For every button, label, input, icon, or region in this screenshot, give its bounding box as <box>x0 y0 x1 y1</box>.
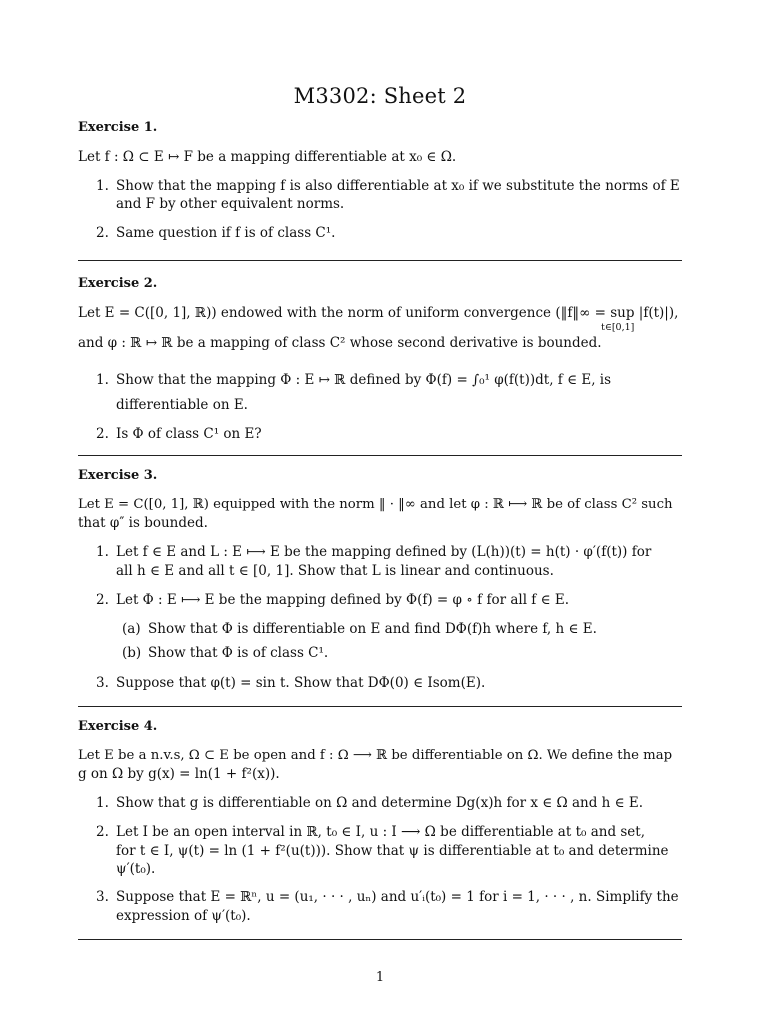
exercise-4-item-1 <box>96 795 643 811</box>
item-number: 2. <box>96 426 109 442</box>
exercise-1-item-2 <box>96 225 335 241</box>
exercise-3-item-2a <box>122 621 597 637</box>
page-number: 1 <box>375 970 385 985</box>
item-text: Let Φ : E ⟼ E be the mapping defined by Φ(f) = φ ∘ f for all f ∈ E. <box>116 592 570 608</box>
exercise-3-item-2 <box>96 592 569 608</box>
subitem-text: Show that Φ is differentiable on E and find DΦ(f)h where f, h ∈ E. <box>148 621 597 637</box>
item-text: Same question if f is of class C¹. <box>116 225 336 241</box>
exercise-4-intro-cont: g on Ω by g(x) = ln(1 + f²(x)). <box>78 766 280 782</box>
exercise-3-item-3 <box>96 675 485 691</box>
item-text: Show that the mapping f is also differentiable at x₀ if we substitute the norms of E <box>116 178 680 194</box>
item-number: 3. <box>96 675 109 691</box>
exercise-3-heading: Exercise 3. <box>78 468 158 483</box>
exercise-3-intro: Let E = C([0, 1], ℝ) equipped with the norm ‖ · ‖∞ and let φ : ℝ ⟼ ℝ be of class C² such <box>78 497 673 512</box>
item-text: Let f ∈ E and L : E ⟼ E be the mapping defined by (L(h))(t) = h(t) · φ′(f(t)) for <box>116 544 652 560</box>
item-text: Show that g is differentiable on Ω and determine Dg(x)h for x ∈ Ω and h ∈ E. <box>116 795 644 811</box>
exercise-4-item-3 <box>96 889 679 905</box>
item-number: 1. <box>96 544 109 560</box>
exercise-4-intro: Let E be a n.v.s, Ω ⊂ E be open and f : Ω ⟶ ℝ be differentiable on Ω. We define the map <box>78 748 673 763</box>
item-number: 1. <box>96 795 109 811</box>
exercise-1-item-1-cont: and F by other equivalent norms. <box>116 196 345 212</box>
exercise-1-heading: Exercise 1. <box>78 120 158 135</box>
exercise-4-heading: Exercise 4. <box>78 719 158 734</box>
exercise-4-item-2-cont2: ψ′(t₀). <box>116 861 156 877</box>
item-text: Is Φ of class C¹ on E? <box>116 426 262 442</box>
exercise-4-item-2 <box>96 824 645 840</box>
exercise-2-item-2 <box>96 426 262 442</box>
item-text: Let I be an open interval in ℝ, t₀ ∈ I, u : I ⟶ Ω be differentiable at t₀ and set, <box>116 824 646 840</box>
exercise-2-intro-cont: and φ : ℝ ↦ ℝ be a mapping of class C² whose second derivative is bounded. <box>78 335 602 351</box>
section-divider <box>78 706 682 707</box>
exercise-4-item-2-cont: for t ∈ I, ψ(t) = ln (1 + f²(u(t))). Show that ψ is differentiable at t₀ and determine <box>116 843 669 859</box>
exercise-4-item-3-cont: expression of ψ′(t₀). <box>116 908 251 924</box>
item-text: Show that the mapping Φ : E ↦ ℝ defined by Φ(f) = ∫₀¹ φ(f(t))dt, f ∈ E, is <box>116 372 612 388</box>
item-number: 1. <box>96 178 109 194</box>
subitem-label: (a) <box>122 621 141 637</box>
section-divider <box>78 260 682 261</box>
exercise-3-item-1 <box>96 544 651 560</box>
item-number: 3. <box>96 889 109 905</box>
exercise-3-intro-cont: that φ″ is bounded. <box>78 515 208 531</box>
subitem-label: (b) <box>122 645 142 661</box>
section-divider <box>78 939 682 940</box>
item-text: Suppose that E = ℝⁿ, u = (u₁, · · · , uₙ) and u′ᵢ(t₀) = 1 for i = 1, · · · , n. Simplify the <box>116 889 679 905</box>
exercise-2-item-1-cont: differentiable on E. <box>116 397 248 413</box>
item-number: 1. <box>96 372 109 388</box>
exercise-1-intro: Let f : Ω ⊂ E ↦ F be a mapping differentiable at x₀ ∈ Ω. <box>78 149 457 165</box>
sup-subscript: t∈[0,1] <box>601 322 635 333</box>
section-divider <box>78 455 682 456</box>
subitem-text: Show that Φ is of class C¹. <box>148 645 329 661</box>
exercise-3-item-1-cont: all h ∈ E and all t ∈ [0, 1]. Show that L is linear and continuous. <box>116 563 554 579</box>
page-title: M3302: Sheet 2 <box>293 84 467 108</box>
item-number: 2. <box>96 225 109 241</box>
exercise-2-item-1 <box>96 372 611 388</box>
item-text: Suppose that φ(t) = sin t. Show that DΦ(0) ∈ Isom(E). <box>116 675 486 691</box>
exercise-2-intro: Let E = C([0, 1], ℝ)) endowed with the norm of uniform convergence (‖f‖∞ = sup |f(t)|), <box>78 305 679 321</box>
item-number: 2. <box>96 592 109 608</box>
exercise-2-heading: Exercise 2. <box>78 276 158 291</box>
exercise-1-item-1 <box>96 178 680 194</box>
exercise-3-item-2b <box>122 645 328 661</box>
item-number: 2. <box>96 824 109 840</box>
